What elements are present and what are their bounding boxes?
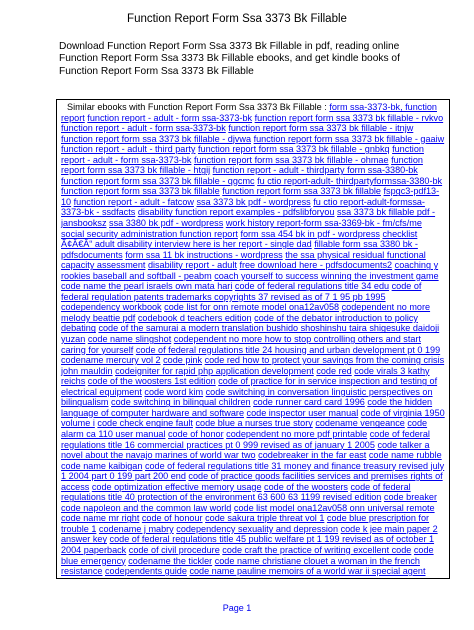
ebook-link[interactable]: social security administration function report — [61, 228, 238, 239]
ebook-link[interactable]: fu ctio report-adult- thirdpartyformssa-3380-bk — [257, 175, 443, 186]
ebook-link[interactable]: function report form ssa 3373 bk fillable — [61, 186, 220, 197]
ebook-link[interactable]: ssa 3380 bk pdf - wordpress — [109, 218, 224, 229]
ebook-link[interactable]: function report - adult - form ssa-3373-bk — [61, 123, 226, 134]
ebook-link[interactable]: code optimization effective memory usage — [91, 481, 262, 492]
ebook-link[interactable]: function report form ssa 3373 bk fillable - gnbkq — [197, 144, 390, 155]
intro-paragraph: Download Function Report Form Ssa 3373 Bk Fillable in pdf, reading online Function Report Form Ssa 3373 Bk Fillable ebooks, and get kindle books of Function Report Form Ssa 3373 Bk Fillable — [59, 41, 400, 77]
ebook-link[interactable]: code pink — [163, 355, 203, 366]
ebook-link[interactable]: code of honor — [168, 428, 224, 439]
ebook-link[interactable]: code blue prescription for trouble 1 — [61, 513, 430, 534]
similar-label: Similar ebooks with Function Report Form Ssa 3373 Bk Fillable : — [67, 102, 327, 112]
ebook-link[interactable]: checklist Ã¢Â€Â“ adult disability interview here is her report - single dad — [61, 228, 418, 250]
ebook-link[interactable]: ssa 3373 bk fillable pdf - jansbooksz — [61, 207, 436, 229]
ebook-link[interactable]: form ssa 454 bk in pdf - wordpress — [240, 228, 380, 239]
ebook-link[interactable]: code red — [316, 365, 352, 376]
ebook-link[interactable]: code virals 3 kathy reichs — [61, 365, 430, 387]
ebook-link[interactable]: codename mercury vol 2 — [61, 355, 161, 366]
document-title: Function Report Form Ssa 3373 Bk Fillable — [127, 13, 347, 25]
ebook-link[interactable]: function report form ssa 3373 bk fillable - rvkvo — [254, 112, 444, 123]
ebook-link[interactable]: coaching y rookies baseball and softball - peabm — [61, 260, 439, 281]
ebook-link[interactable]: disability function report examples - pdfslibforyou — [137, 207, 335, 218]
ebook-link[interactable]: code list model ona12av058 onn universal remote — [233, 502, 435, 513]
ebook-link[interactable]: coach yourself to success winning the investment game — [214, 270, 439, 281]
ebook-link[interactable]: code the hidden language of computer hardware and software — [61, 397, 433, 418]
ebook-link[interactable]: code of federal regulations title 24 housing and urban development pt 0 199 — [135, 344, 441, 355]
ebook-link[interactable]: code name slingshot — [87, 334, 172, 345]
ebook-link[interactable]: code craft the practice of writing excellent code — [222, 544, 412, 555]
ebook-link[interactable]: codependent no more how to stop controlling others and start caring for yourself — [61, 334, 421, 355]
ebook-link[interactable]: function report form ssa 3373 bk fillable — [222, 186, 381, 197]
ebook-link[interactable]: function report - adult - third party — [61, 144, 196, 155]
ebook-link[interactable] — [109, 577, 212, 579]
ebook-link[interactable]: code switching in conversation linguistic perspectives on bilingualism — [61, 386, 433, 408]
ebook-link[interactable]: free download here - pdfsdocuments2 — [239, 260, 393, 271]
similar-ebooks-box — [56, 99, 450, 579]
ebook-link[interactable]: the ssa physical residual functional capacity assessment — [61, 249, 426, 271]
ebook-link[interactable]: code list for onn remote model ona12av058 — [164, 302, 340, 313]
ebook-link[interactable]: codependency workbook — [61, 302, 162, 313]
ebook-link[interactable]: code blue emergency — [61, 544, 434, 566]
ebook-link[interactable]: function report - adult - fatcow — [73, 196, 194, 207]
ebook-link[interactable]: codebreaker in the far east — [258, 450, 367, 461]
ebook-link[interactable]: codename vengeance — [315, 418, 405, 429]
ebook-link[interactable]: disability report - adult — [147, 260, 237, 271]
ebook-link[interactable]: code runner card card 1996 — [253, 397, 365, 408]
ebook-link[interactable]: code of virginia 1950 volume i — [61, 407, 445, 429]
ebook-link[interactable]: function report form ssa 3373 bk fillable - qgcmc — [61, 175, 255, 186]
ebook-link[interactable]: code breaker — [383, 492, 437, 503]
ebook-link[interactable]: function report form ssa 3373 bk fillable - djvwa — [61, 133, 252, 144]
ebook-link[interactable]: code name kaibigan — [61, 460, 143, 471]
ebook-link[interactable]: code of federal regulations title 40 protection of the environment 63 600 63 1199 revised edition — [61, 481, 411, 503]
ebook-link[interactable]: function report - adult - thirdparty form ssa-3380-bk — [212, 165, 418, 176]
ebook-link[interactable]: codename j mabry — [98, 523, 174, 534]
ebook-link[interactable]: code talker a novel about the navajo marines of world war two — [61, 439, 430, 461]
ebook-link[interactable]: code blue a nurses true story — [195, 418, 313, 429]
page-number: Page 1 — [222, 603, 252, 613]
ebook-link[interactable]: code check engine fault — [97, 418, 193, 429]
ebook-link[interactable]: form ssa-3373-bk, function report — [61, 102, 437, 123]
ebook-link[interactable]: code napoleon and the common law world — [61, 502, 232, 513]
ebook-link[interactable]: codependent no more melody beattie pdf — [61, 302, 431, 323]
ebook-link[interactable]: code of federal regulation patents trademarks copyrights 37 revised as of 7 1 95 pb 1995 — [61, 281, 422, 302]
ebook-link[interactable]: code name rubble — [368, 450, 442, 461]
ebook-link[interactable]: code of honour — [141, 513, 203, 524]
ebook-link[interactable]: codependent no more pdf printable — [226, 428, 368, 439]
ebook-link[interactable]: code of the woosters 1st edition — [87, 376, 216, 387]
ebook-link[interactable]: fillable form ssa 3380 bk - pdfsdocuments — [61, 239, 418, 260]
ebook-link[interactable]: function report - adult - form ssa-3373-bk — [61, 144, 424, 165]
ebook-link[interactable] — [214, 577, 337, 579]
ebook-link[interactable]: code inspector user manual — [246, 407, 359, 418]
ebook-link[interactable]: function report form ssa 3373 bk fillable - ohmae — [193, 154, 389, 165]
ebook-link[interactable]: code of the samurai a modern translation bushido shoshinshu taira shigesuke daidoji yuzan — [61, 323, 440, 345]
ebook-link[interactable]: codependency sexuality and depression — [176, 523, 339, 534]
ebook-link[interactable]: code name christiane clouet a woman in the french resistance — [61, 555, 420, 577]
ebook-link[interactable]: code switching in bilingual children — [111, 397, 251, 408]
ebook-link[interactable]: code of federal regulations title 16 commercial practices pt 0 999 revised as of january 1 2005 — [61, 428, 430, 450]
ebook-link[interactable]: function report form ssa 3373 bk fillable - gaaiw — [253, 133, 445, 144]
ebook-link[interactable]: code red how to protect your savings from the coming crisis john mauldin — [61, 355, 445, 376]
ebook-link[interactable]: work history report-form ssa-3369-bk - fm/cfs/me — [225, 218, 422, 229]
ebook-link[interactable]: code of federal regulations title 31 money and finance treasury revised july 1 2004 part 0 199 part 200 end — [61, 460, 445, 482]
ebook-link[interactable]: code of the woosters — [264, 481, 348, 492]
similar-ebooks-paragraph — [61, 102, 445, 579]
ebook-link[interactable]: code name mr right — [61, 513, 140, 524]
ebook-link[interactable]: code of federal regulations title 34 edu — [234, 281, 390, 292]
ebook-link[interactable]: code of civil procedure — [128, 544, 220, 555]
ebook-link[interactable]: code of the debator introduction to policy debating — [61, 312, 418, 334]
ebook-link[interactable]: fspgc3-pdf13-10 — [61, 186, 440, 207]
ebook-link[interactable]: codebook d teachers edition — [137, 312, 252, 323]
ebook-link[interactable]: code sakura triple threat vol 1 — [205, 513, 325, 524]
ebook-link[interactable]: code name pauline memoirs of a world war ii special agent — [189, 566, 426, 577]
ebook-link[interactable]: fu ctio report-adult-formssa-3373-bk - ssdfacts — [61, 196, 425, 218]
ebook-link[interactable] — [61, 577, 106, 579]
ebook-link[interactable]: function report form ssa 3373 bk fillable - itnjw — [228, 123, 414, 134]
ebook-link[interactable]: code alarm ca 110 user manual — [61, 418, 428, 439]
ebook-link[interactable]: code of practice goods facilities services and premises rights of access — [61, 471, 443, 492]
ebook-link[interactable]: codependents guide — [104, 566, 187, 577]
ebook-link[interactable]: codename the tickler — [128, 555, 213, 566]
ebook-link[interactable]: code word kim — [144, 386, 204, 397]
ebook-link[interactable]: ssa 3373 bk pdf - wordpress — [196, 196, 311, 207]
ebook-link[interactable]: code of federal regulations title 45 public welfare pt 1 199 revised as of october 1 2004 paperback — [61, 534, 435, 555]
ebook-link[interactable]: code k jee main paper 2 answer key — [61, 523, 438, 545]
ebook-link[interactable]: code of practice for in service inspection and testing of electrical equipment — [61, 376, 438, 397]
ebook-link[interactable]: form ssa 11 bk instructions - wordpress — [125, 249, 283, 260]
ebook-link[interactable]: function report form ssa 3373 bk fillable - htgij — [61, 154, 423, 176]
ebook-link[interactable]: code name the pearl israels own mata hari — [61, 281, 233, 292]
ebook-link[interactable]: function report - adult - form ssa-3373-bk — [87, 112, 253, 123]
ebook-link[interactable]: codeigniter for rapid php application development — [115, 365, 314, 376]
